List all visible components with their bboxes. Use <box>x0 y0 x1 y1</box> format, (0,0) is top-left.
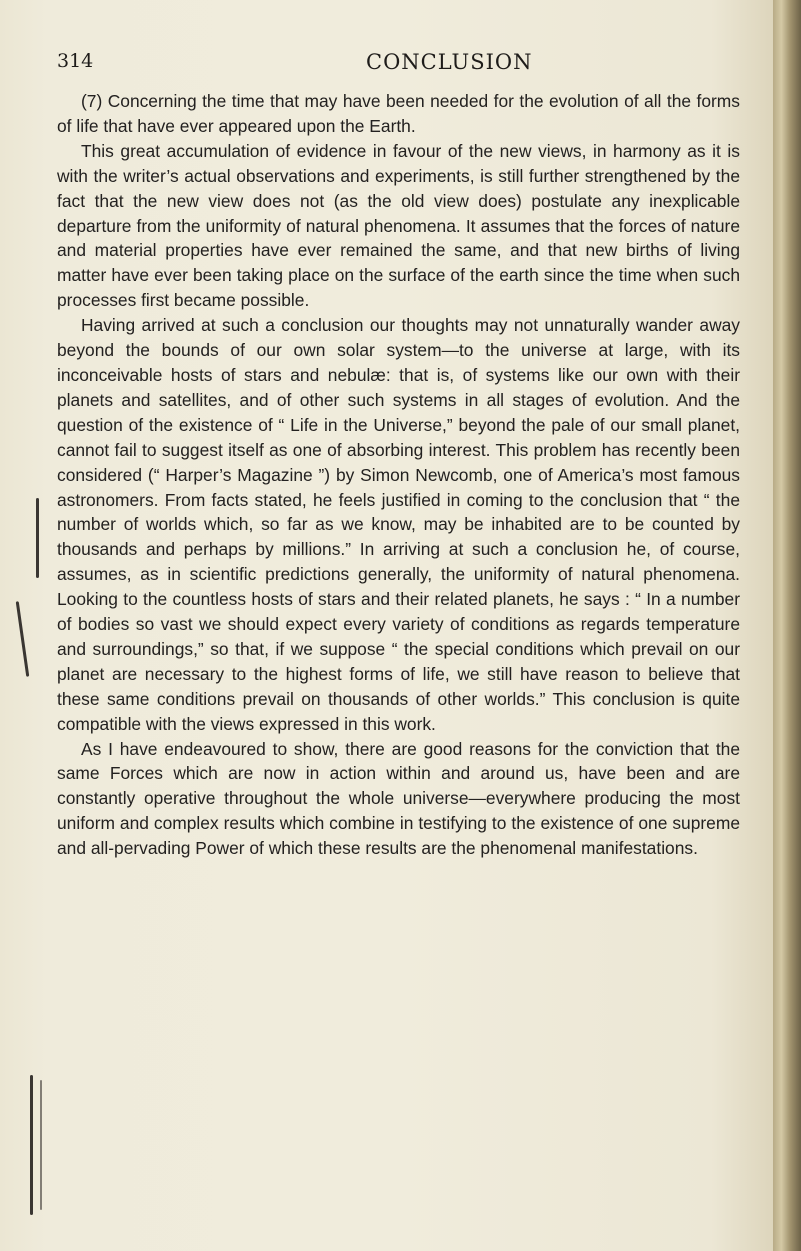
paragraph-3: Having arrived at such a conclusion our thoughts may not unnaturally wander away beyond the bounds of our own solar system—to the universe at large, with its inconceivable hosts of stars and nebulæ: that is, of systems like our own with their planets and satellites, and of other such systems in all stages of evolution. And the question of the existence of “ Life in the Universe,” beyond the pale of our small planet, cannot fail to suggest itself as one of absorbing interest. This problem has recently been considered (“ Harper’s Magazine ”) by Simon Newcomb, one of America’s most famous astronomers. From facts stated, he feels justified in coming to the conclusion that “ the number of worlds which, so far as we know, may be inhabited are to be counted by thousands and perhaps by millions.” In arriving at such a conclusion he, of course, assumes, as in scientific predictions generally, the uniformity of natural phenomena. Looking to the countless hosts of stars and their related planets, he says : “ In a number of bodies so vast we should expect every variety of conditions as regards temperature and surroundings,” so that, if we suppose “ the special conditions which prevail on our planet are necessary to the highest forms of life, we still have reason to believe that these same conditions prevail on thousands of other worlds.” This conclusion is quite compatible with the views expressed in this work. <box>57 315 740 734</box>
paragraph-4: As I have endeavoured to show, there are good reasons for the conviction that the same Forces which are now in action within and around us, have been and are constantly operative throughout the whole universe—everywhere producing the most uniform and complex results which combine in testifying to the existence of one supreme and all-pervading Power of which these results are the phenomenal manifestations. <box>57 738 740 859</box>
margin-pencil-mark <box>16 601 30 677</box>
margin-pencil-mark <box>40 1080 42 1210</box>
page-header <box>0 50 773 86</box>
page-number: 314 <box>57 50 94 72</box>
margin-pencil-mark <box>30 1075 33 1215</box>
running-head: CONCLUSION <box>366 50 533 74</box>
body-text <box>57 89 740 861</box>
margin-pencil-mark <box>36 498 39 578</box>
book-spine-edge <box>773 0 801 1251</box>
paragraph-1: (7) Concerning the time that may have been needed for the evolution of all the forms of life that have ever appeared upon the Earth. <box>57 91 740 136</box>
paragraph-2: This great accumulation of evidence in favour of the new views, in harmony as it is with the writer’s actual observations and experiments, is still further strengthened by the fact that the new view does not (as the old view does) postulate any inexplicable departure from the uniformity of natural phenomena. It assumes that the forces of nature and material properties have ever remained the same, and that new births of living matter have ever been taking place on the surface of the earth since the time when such processes first became possible. <box>57 140 740 311</box>
